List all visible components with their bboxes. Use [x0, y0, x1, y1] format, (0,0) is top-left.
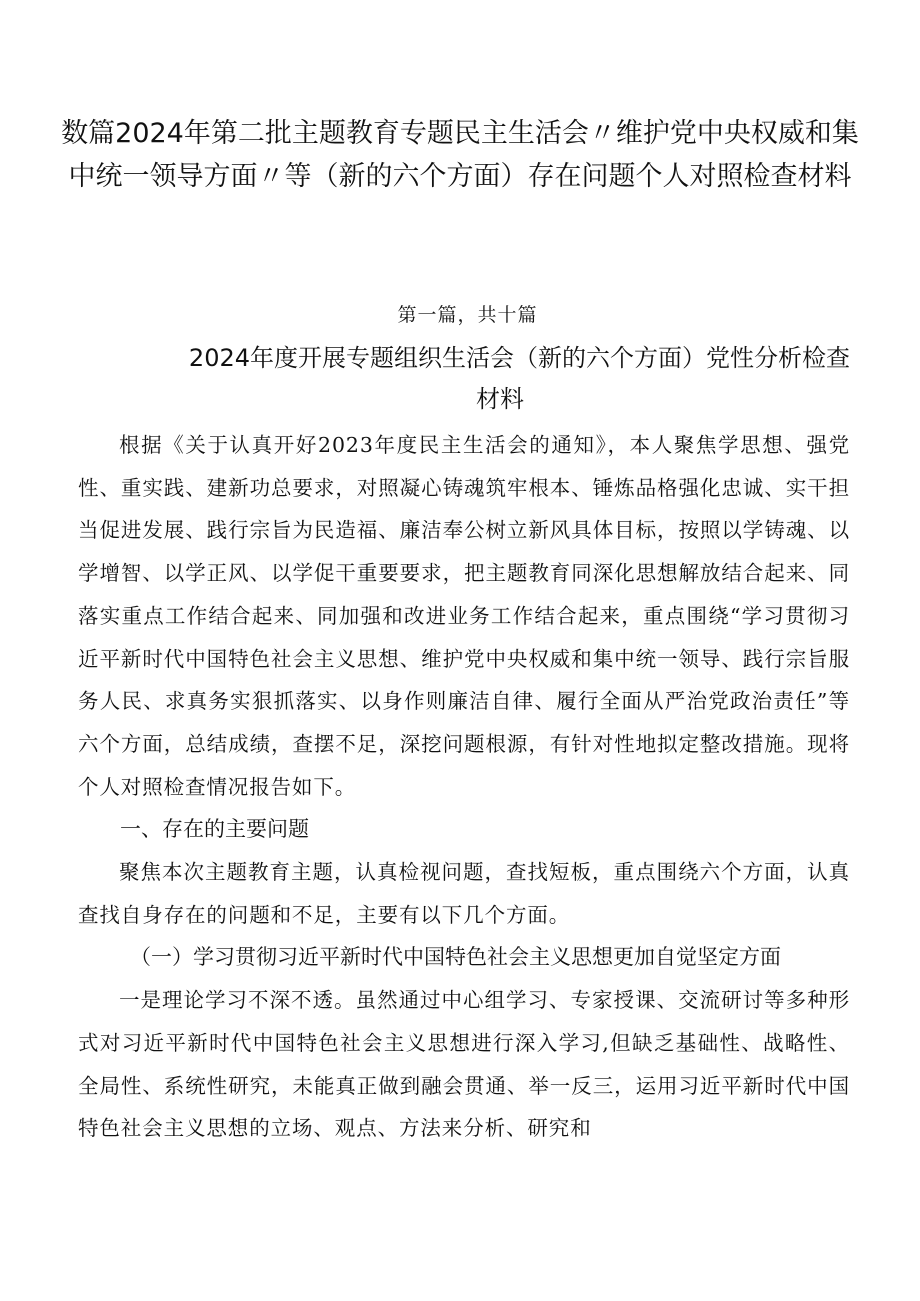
chapter-label: 第一篇，共十篇 — [397, 304, 538, 326]
section-title-line-1: 2024年度开展专题组织生活会（新的六个方面）党性分析检查 — [188, 344, 850, 372]
document-title: 数篇2024年第二批主题教育专题民主生活会〃维护党中央权威和集中统一领导方面〃等（新的六个方面）存在问题个人对照检查材料 — [61, 118, 859, 192]
section-paragraph-overview: 聚焦本次主题教育主题，认真检视问题，查找短板，重点围绕六个方面，认真查找自身存在的问题和不足，主要有以下几个方面。 — [78, 860, 850, 927]
section-title-line-2: 材料 — [476, 385, 524, 413]
subsection-heading-theory-study: （一）学习贯彻习近平新时代中国特色社会主义思想更加自觉坚定方面 — [130, 945, 781, 970]
document-body — [78, 424, 850, 1150]
subsection-paragraph-theory-study: 一是理论学习不深不透。虽然通过中心组学习、专家授课、交流研讨等多种形式对习近平新时代中国特色社会主义思想进行深入学习,但缺乏基础性、战略性、全局性、系统性研究，未能真正做到融会贯通、举一反三，运用习近平新时代中国特色社会主义思想的立场、观点、方法来分析、研究和 — [78, 988, 850, 1141]
section-title — [80, 338, 850, 420]
section-heading-main-problems: 一、存在的主要问题 — [120, 817, 309, 842]
intro-paragraph: 根据《关于认真开好2023年度民主生活会的通知》，本人聚焦学思想、强党性、重实践、建新功总要求，对照凝心铸魂筑牢根本、锤炼品格强化忠诚、实干担当促进发展、践行宗旨为民造福、廉洁奉公树立新风具体目标，按照以学铸魂、以学增智、以学正风、以学促干重要要求，把主题教育同深化思想解放结合起来、同落实重点工作结合起来、同加强和改进业务工作结合起来，重点围绕“学习贯彻习近平新时代中国特色社会主义思想、维护党中央权威和集中统一领导、践行宗旨服务人民、求真务实狠抓落实、以身作则廉洁自律、履行全面从严治党政治责任”等六个方面，总结成绩，查摆不足，深挖问题根源，有针对性地拟定整改措施。现将个人对照检查情况报告如下。 — [78, 433, 850, 799]
